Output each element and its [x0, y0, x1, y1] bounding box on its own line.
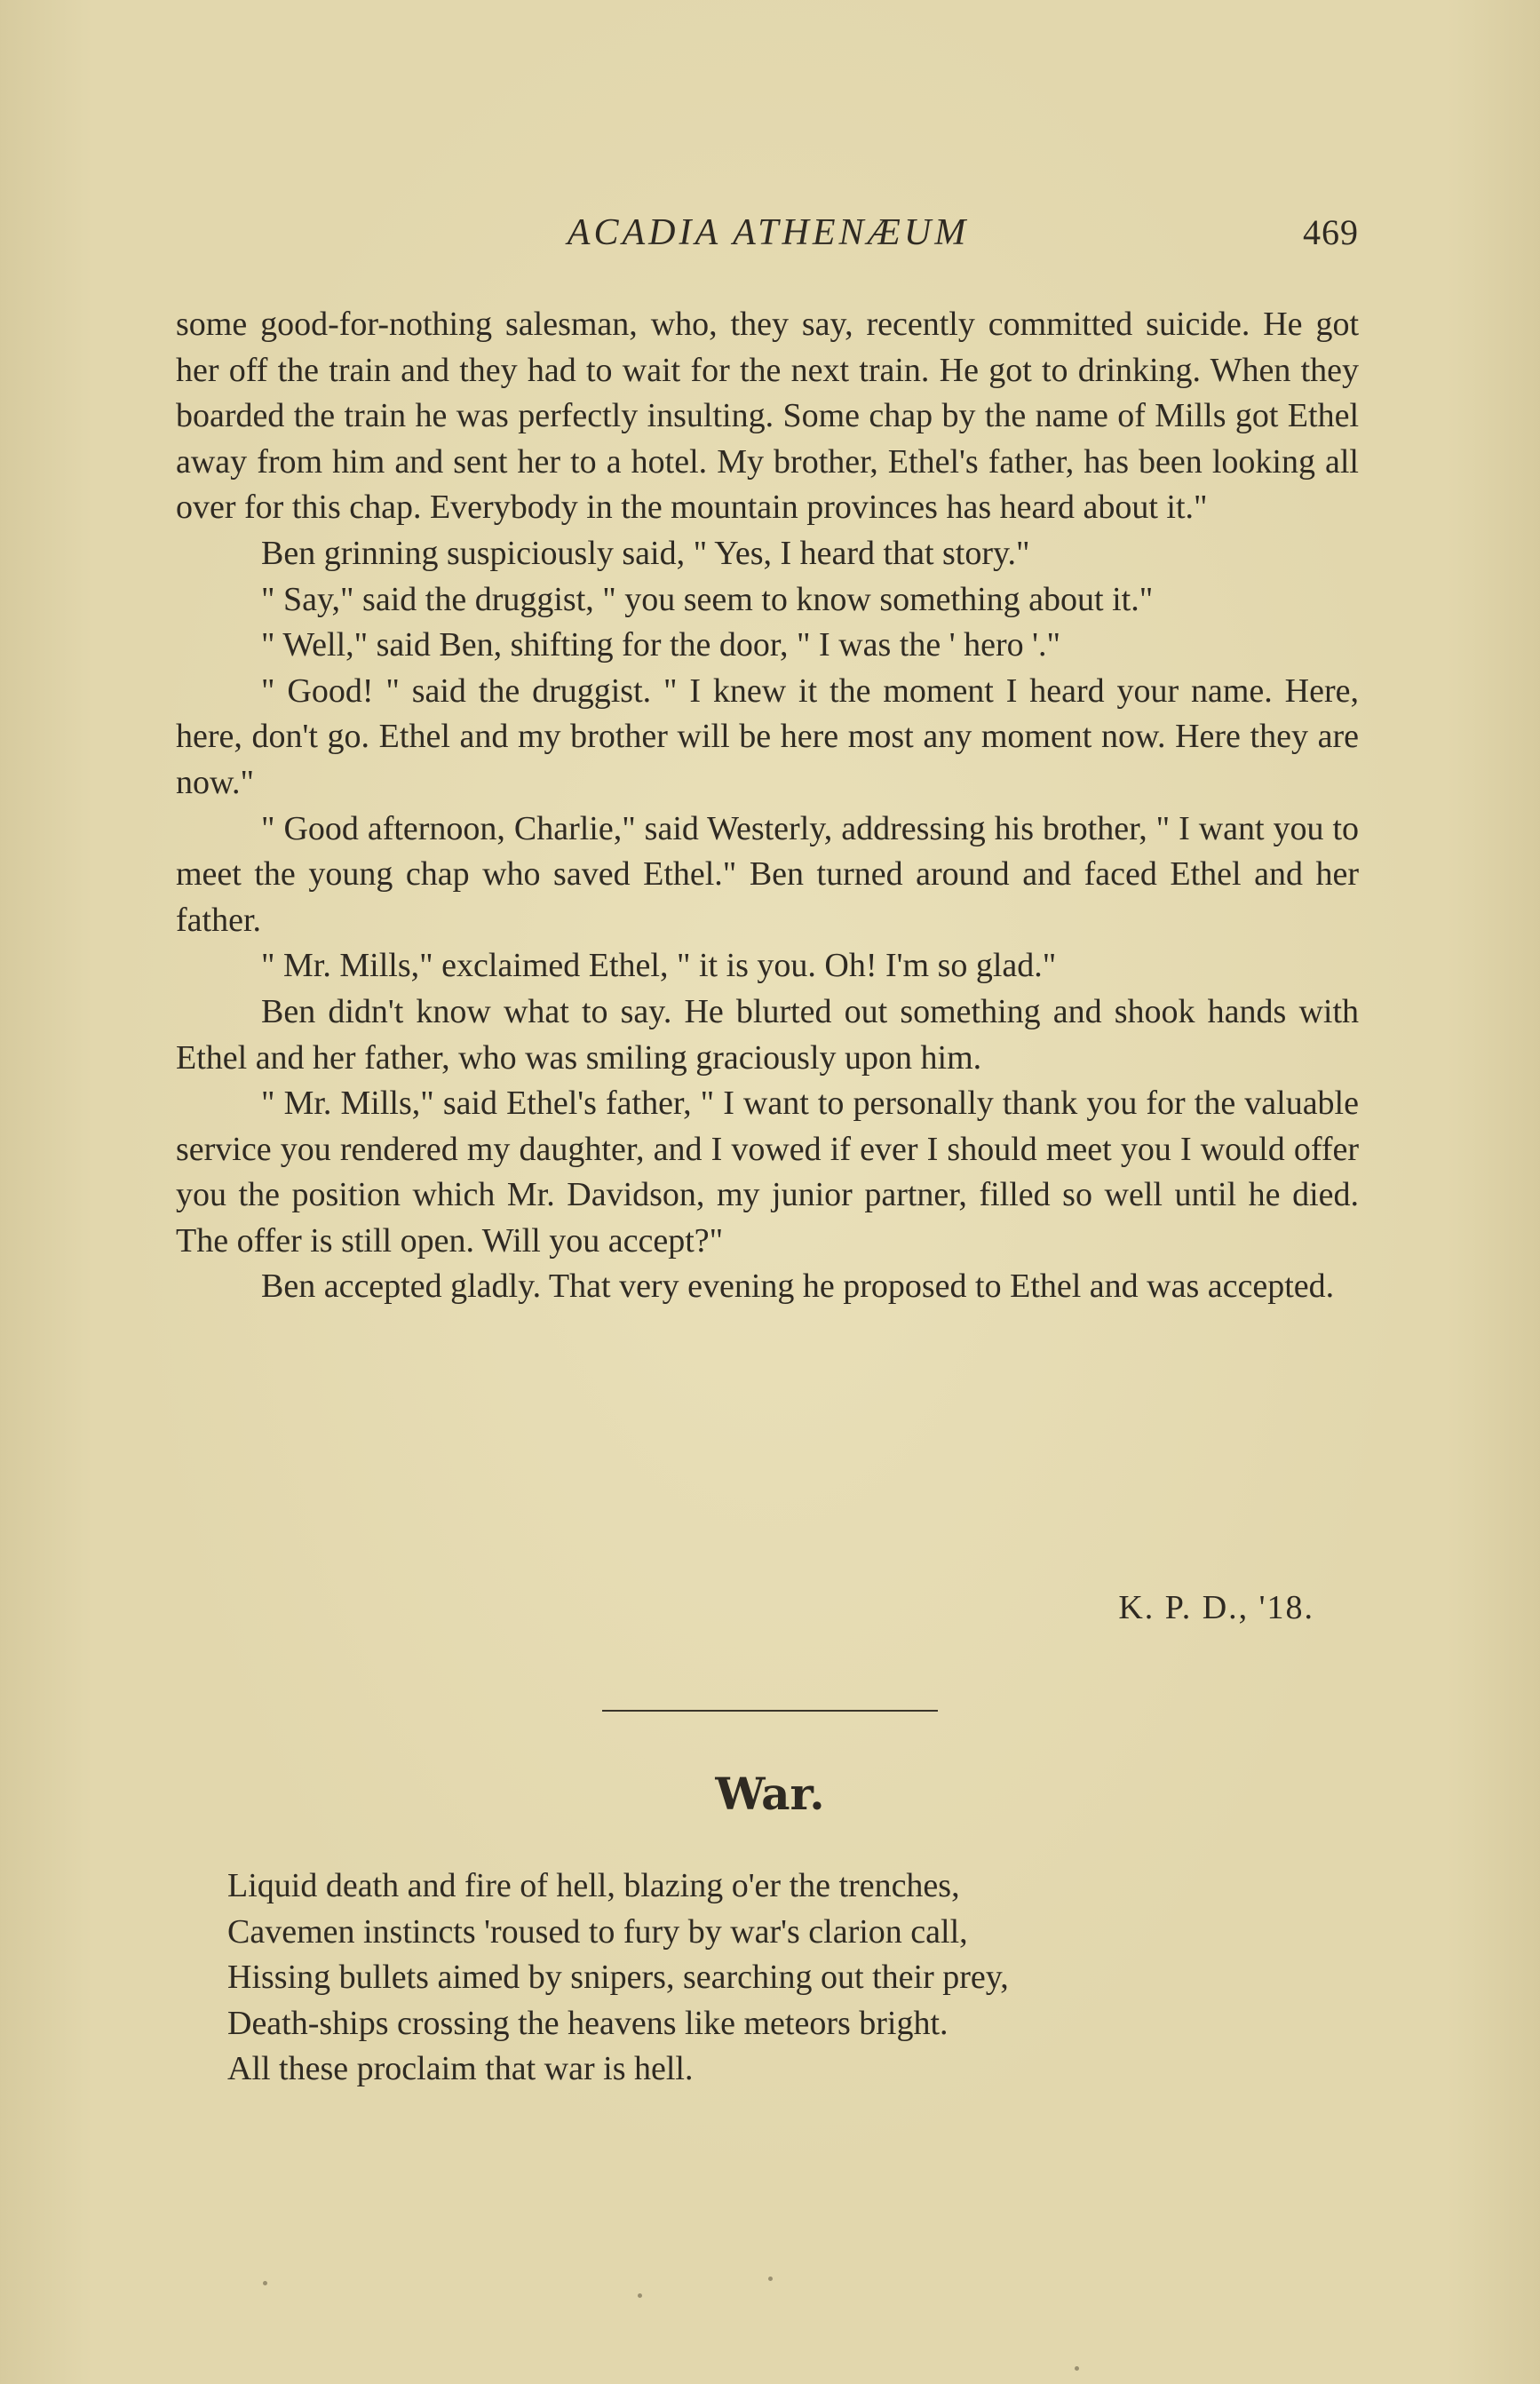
poem-line: Liquid death and fire of hell, blazing o'er the trenches, — [227, 1867, 960, 1904]
story-paragraph: " Mr. Mills," said Ethel's father, " I want to personally thank you for the valuable service you rendered my daughter, and I vowed if ever I should meet you I would offer you the position which Mr. Davidson, my junior partner, filled so well until he died. The offer is still open. Will you accept?" — [176, 1085, 1359, 1260]
section-divider — [602, 1710, 938, 1712]
paper-speck — [263, 2281, 267, 2285]
poem-line: All these proclaim that war is hell. — [227, 2050, 694, 2088]
poem — [227, 1863, 1293, 2093]
story-paragraph: Ben accepted gladly. That very evening he proposed to Ethel and was accepted. — [261, 1267, 1335, 1306]
story-paragraph: " Mr. Mills," exclaimed Ethel, " it is you. Oh! I'm so glad." — [261, 947, 1057, 985]
story-paragraph: Ben didn't know what to say. He blurted out something and shook hands with Ethel and her father, who was smiling graciously upon him. — [176, 992, 1359, 1077]
poem-line: Cavemen instincts 'roused to fury by war's clarion call, — [227, 1912, 968, 1951]
story-paragraph: Ben grinning suspiciously said, " Yes, I heard that story." — [261, 534, 1030, 572]
poem-title: War. — [715, 1768, 825, 1820]
paper-speck — [768, 2277, 773, 2281]
story-paragraph: " Good afternoon, Charlie," said Westerly, addressing his brother, " I want you to meet the young chap who saved Ethel." Ben turned around and faced Ethel and her father. — [176, 809, 1359, 939]
story-paragraph: " Well," said Ben, shifting for the door, " I was the ' hero '." — [261, 626, 1060, 664]
running-head — [178, 203, 1359, 265]
author-signature: K. P. D., '18. — [1118, 1589, 1314, 1626]
story-paragraph: " Good! " said the druggist. " I knew it the moment I heard your name. Here, here, don't go. Ethel and my brother will be here most any moment now. Here they are now." — [176, 671, 1359, 801]
story-text — [176, 302, 1359, 1310]
journal-title: ACADIA ATHENÆUM — [567, 212, 970, 253]
poem-line: Hissing bullets aimed by snipers, searching out their prey, — [227, 1959, 1009, 1997]
story-paragraph: " Say," said the druggist, " you seem to know something about it." — [261, 580, 1154, 618]
paper-speck — [638, 2293, 642, 2298]
page-number: 469 — [1303, 212, 1359, 252]
poem-line: Death-ships crossing the heavens like meteors bright. — [227, 2004, 949, 2042]
story-paragraph: some good-for-nothing salesman, who, they say, recently committed suicide. He got her off the train and they had to wait for the next train. He got to drinking. When they boarded the train he was perfectly insulting. Some chap by the name of Mills got Ethel away from him and sent her to a hotel. My brother, Ethel's father, has been looking all over for this chap. Everybody in the mountain provinces has heard about it." — [176, 306, 1359, 527]
paper-speck — [1075, 2366, 1079, 2371]
